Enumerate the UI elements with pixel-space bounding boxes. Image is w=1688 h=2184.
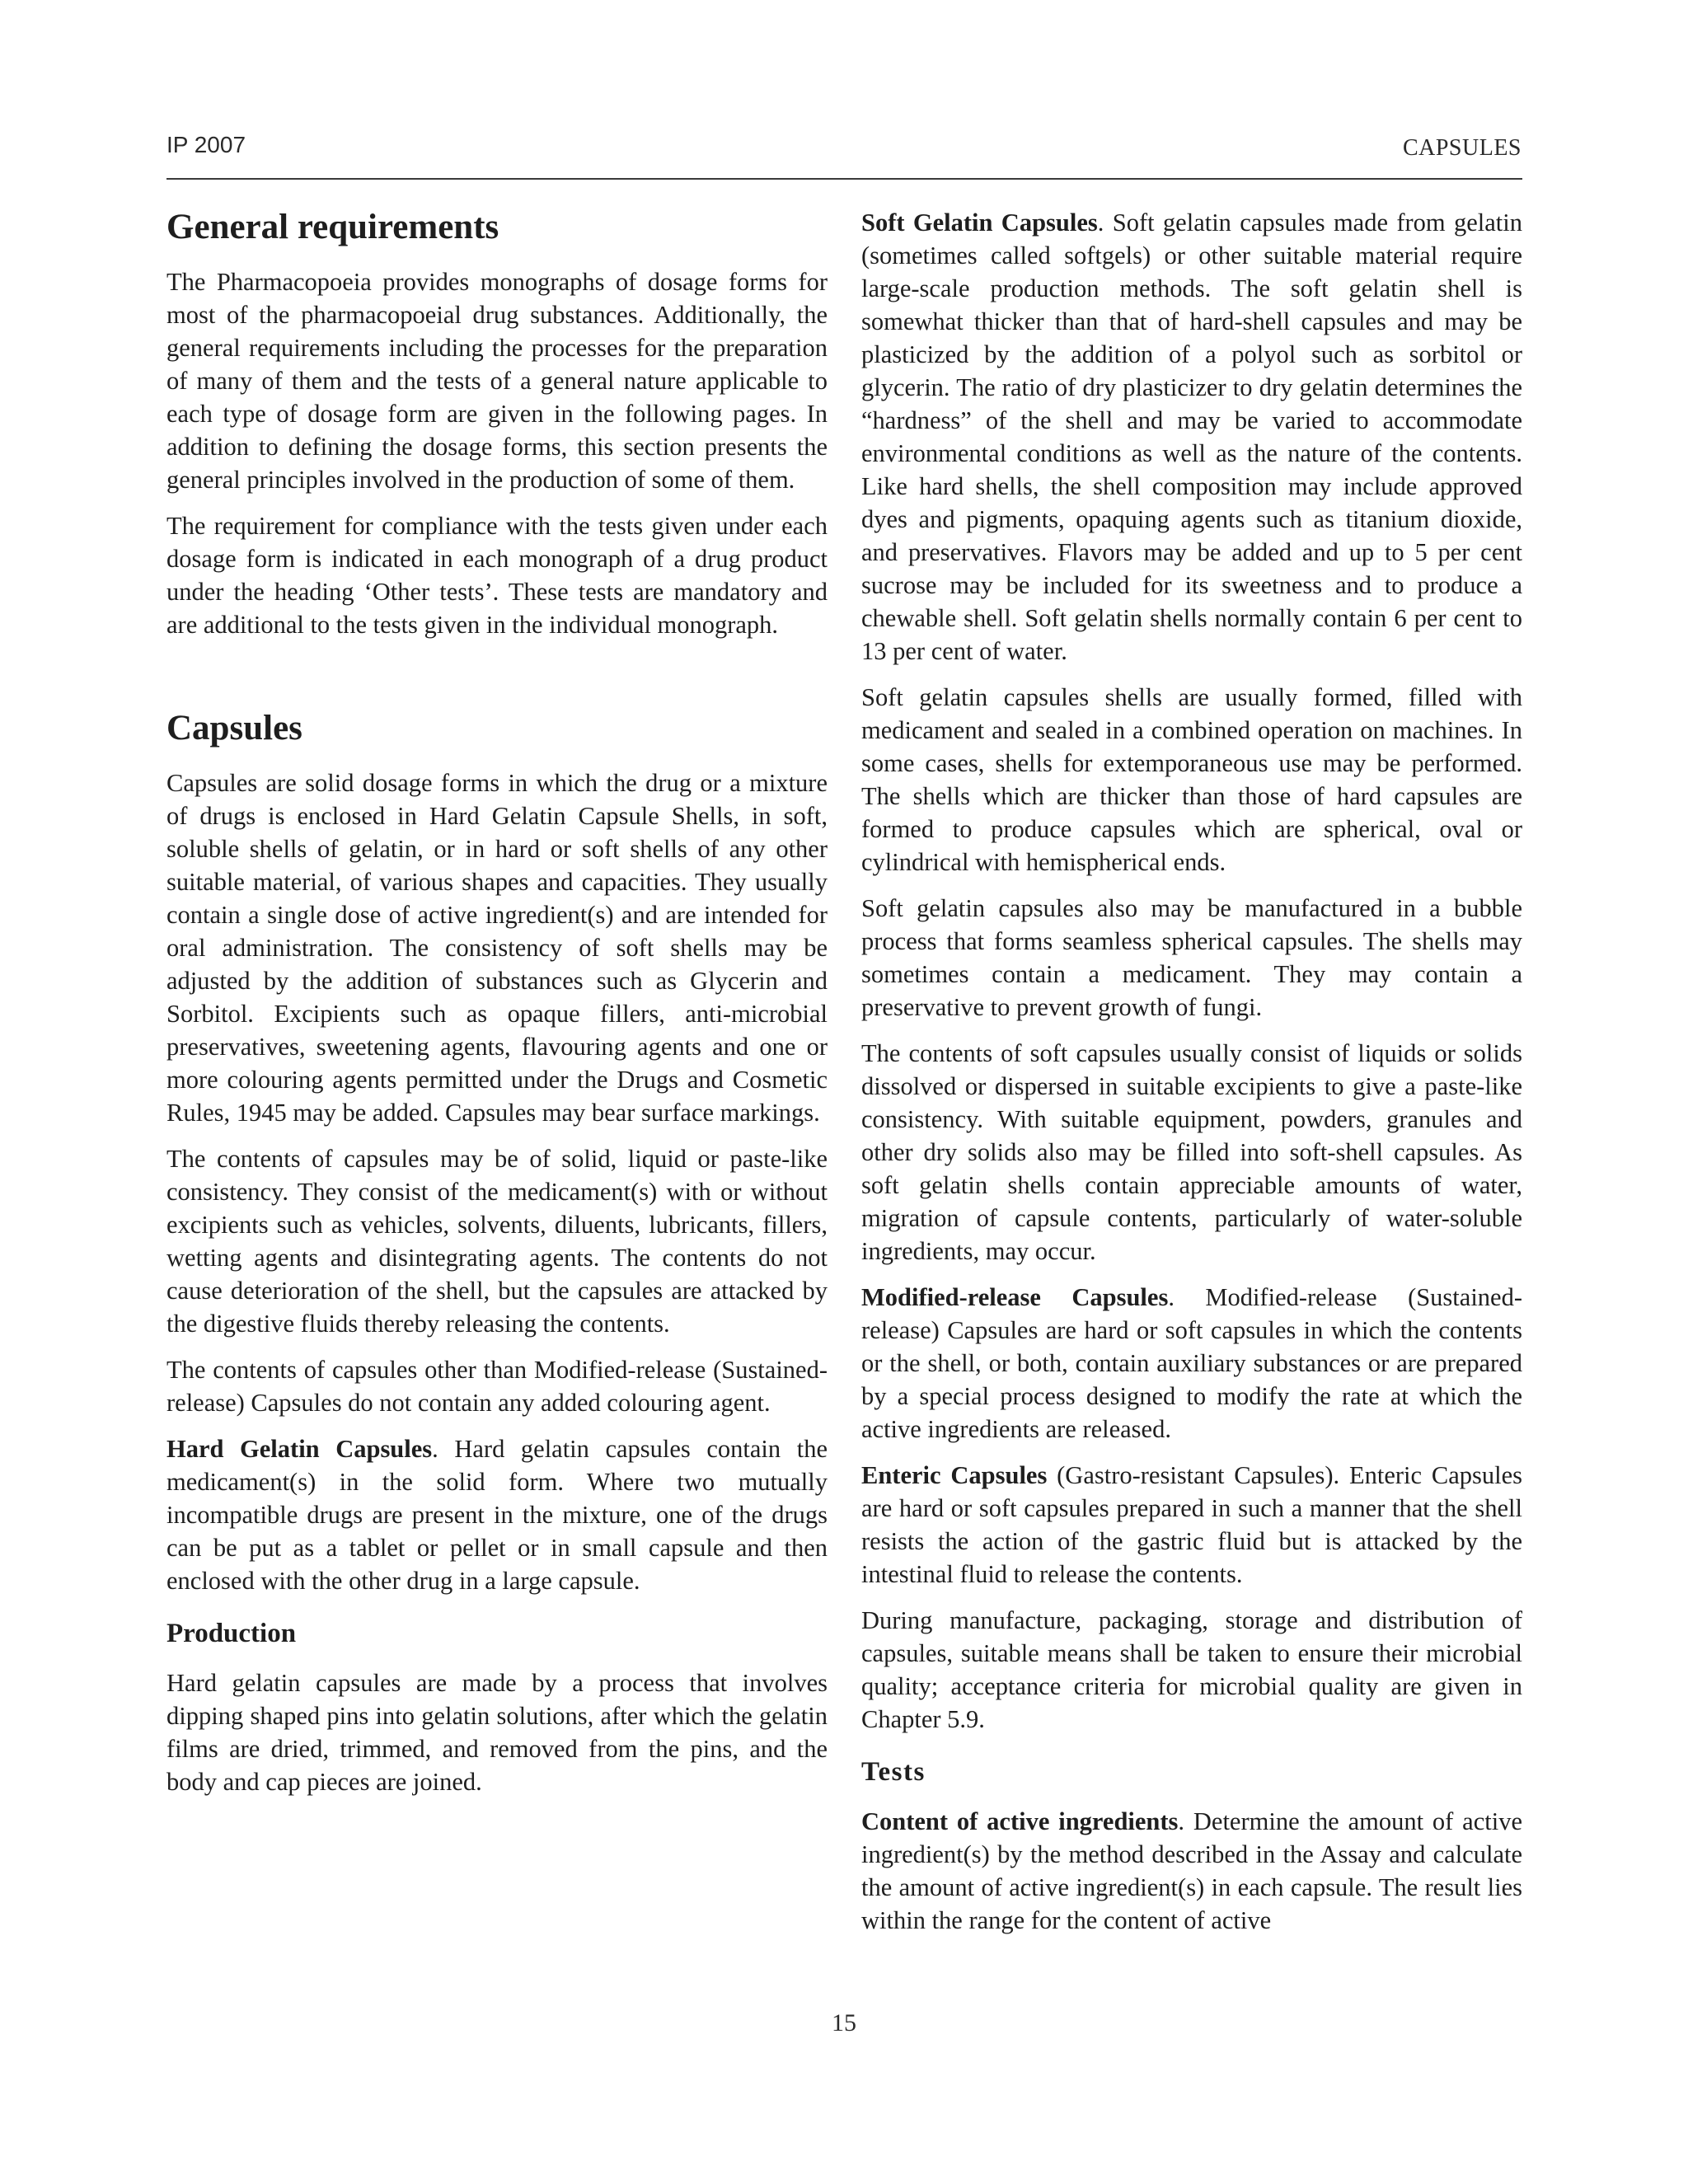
soft-gelatin-text: . Soft gelatin capsules made from gelatin (sometimes called softgels) or other suitable material require large-scale production methods. The soft gelatin shell is somewhat thicker than that of hard-shell capsules and may be plasticized by the addition of a polyol such as sorbitol or glycerin. The ratio of dry plasticizer to dry gelatin determines the “hardness” of the shell and may be varied to accommodate environmental conditions as well as the nature of the contents. Like hard shells, the shell composition may include approved dyes and pigments, opaquing agents such as titanium dioxide, and preservatives. Flavors may be added and up to 5 per cent sucrose may be included for its sweetness and to produce a chewable shell. Soft gelatin shells normally contain 6 per cent to 13 per cent of water. [861, 209, 1522, 665]
header-rule [166, 178, 1522, 180]
hard-gelatin-lead: Hard Gelatin Capsules [166, 1435, 433, 1463]
content-active-text: . Determine the amount of active ingredient(s) by the method described in the Assay and calculate the amount of active ingredient(s) in each capsule. The result lies within the range for the content of active [861, 1807, 1522, 1934]
general-requirements-heading: General requirements [166, 208, 499, 246]
left-column [166, 206, 828, 1811]
right-column [861, 206, 1522, 1950]
soft-gelatin-paragraph-3: Soft gelatin capsules also may be manufactured in a bubble process that forms seamless spherical capsules. The shells may sometimes contain a medicament. They may contain a preservative to prevent growth of fungi. [861, 894, 1522, 1021]
enteric-text: (Gastro-resistant Capsules). Enteric Capsules are hard or soft capsules prepared in such a manner that the shell resists the action of the gastric fluid but is attacked by the intestinal fluid to release the contents. [861, 1461, 1522, 1588]
content-active-paragraph [861, 1805, 1522, 1937]
enteric-paragraph [861, 1459, 1522, 1591]
enteric-lead: Enteric Capsules [861, 1461, 1048, 1489]
header-left: IP 2007 [166, 132, 246, 157]
soft-gelatin-paragraph-2: Soft gelatin capsules shells are usually formed, filled with medicament and sealed in a combined operation on machines. In some cases, shells for extemporaneous use may be performed. The shells which are thicker than those of hard capsules are formed to produce capsules which are spherical, oval or cylindrical with hemispherical ends. [861, 683, 1522, 876]
hard-gelatin-paragraph [166, 1432, 828, 1597]
content-active-lead: Content of active ingredients [861, 1807, 1179, 1835]
production-heading: Production [166, 1619, 297, 1648]
page-number: 15 [832, 2009, 856, 2036]
header-right: CAPSULES [1402, 135, 1522, 161]
modified-release-lead: Modified-release Capsules [861, 1283, 1169, 1311]
soft-gelatin-paragraph [861, 206, 1522, 668]
modified-release-text: . Modified-release (Sustained-release) Capsules are hard or soft capsules in which the contents or the shell, or both, contain auxiliary substances or are prepared by a special process designed to modify the rate at which the active ingredients are released. [861, 1283, 1522, 1443]
tests-heading: Tests [861, 1757, 926, 1787]
general-paragraph-1: The Pharmacopoeia provides monographs of dosage forms for most of the pharmacopoeial drug substances. Additionally, the general requirements including the processes for the preparation of many of them and the tests of a general nature applicable to each type of dosage form are given in the following pages. In addition to defining the dosage forms, this section presents the general principles involved in the production of some of them. [166, 268, 828, 494]
soft-gelatin-paragraph-4: The contents of soft capsules usually consist of liquids or solids dissolved or dispersed in suitable excipients to give a paste-like consistency. With suitable equipment, powders, granules and other dry solids also may be filled into soft-shell capsules. As soft gelatin shells contain appreciable amounts of water, migration of capsule contents, particularly of water-soluble ingredients, may occur. [861, 1039, 1522, 1265]
modified-release-paragraph [861, 1281, 1522, 1446]
soft-gelatin-lead: Soft Gelatin Capsules [861, 209, 1098, 237]
general-paragraph-2: The requirement for compliance with the tests given under each dosage form is indicated in each monograph of a drug product under the heading ‘Other tests’. These tests are mandatory and are additional to the tests given in the individual monograph. [166, 512, 828, 639]
capsules-paragraph-3: The contents of capsules other than Modified-release (Sustained-release) Capsules do not contain any added colouring agent. [166, 1356, 828, 1417]
manufacture-paragraph: During manufacture, packaging, storage and distribution of capsules, suitable means shall be taken to ensure their microbial quality; acceptance criteria for microbial quality are given in Chapter 5.9. [861, 1606, 1522, 1733]
capsules-heading: Capsules [166, 709, 302, 748]
production-paragraph: Hard gelatin capsules are made by a process that involves dipping shaped pins into gelatin solutions, after which the gelatin films are dried, trimmed, and removed from the pins, and the body and cap pieces are joined. [166, 1669, 828, 1796]
capsules-paragraph-1: Capsules are solid dosage forms in which the drug or a mixture of drugs is enclosed in Hard Gelatin Capsule Shells, in soft, soluble shells of gelatin, or in hard or soft shells of any other suitable material, of various shapes and capacities. They usually contain a single dose of active ingredient(s) and are intended for oral administration. The consistency of soft shells may be adjusted by the addition of substances such as Glycerin and Sorbitol. Excipients such as opaque fillers, anti-microbial preservatives, sweetening agents, flavouring agents and one or more colouring agents permitted under the Drugs and Cosmetic Rules, 1945 may be added. Capsules may bear surface markings. [166, 769, 828, 1127]
capsules-paragraph-2: The contents of capsules may be of solid, liquid or paste-like consistency. They consist of the medicament(s) with or without excipients such as vehicles, solvents, diluents, lubricants, fillers, wetting agents and disintegrating agents. The contents do not cause deterioration of the shell, but the capsules are attacked by the digestive fluids thereby releasing the contents. [166, 1145, 828, 1338]
hard-gelatin-text: . Hard gelatin capsules contain the medicament(s) in the solid form. Where two mutually incompatible drugs are present in the mixture, one of the drugs can be put as a tablet or pellet or in small capsule and then enclosed with the other drug in a large capsule. [166, 1435, 828, 1595]
